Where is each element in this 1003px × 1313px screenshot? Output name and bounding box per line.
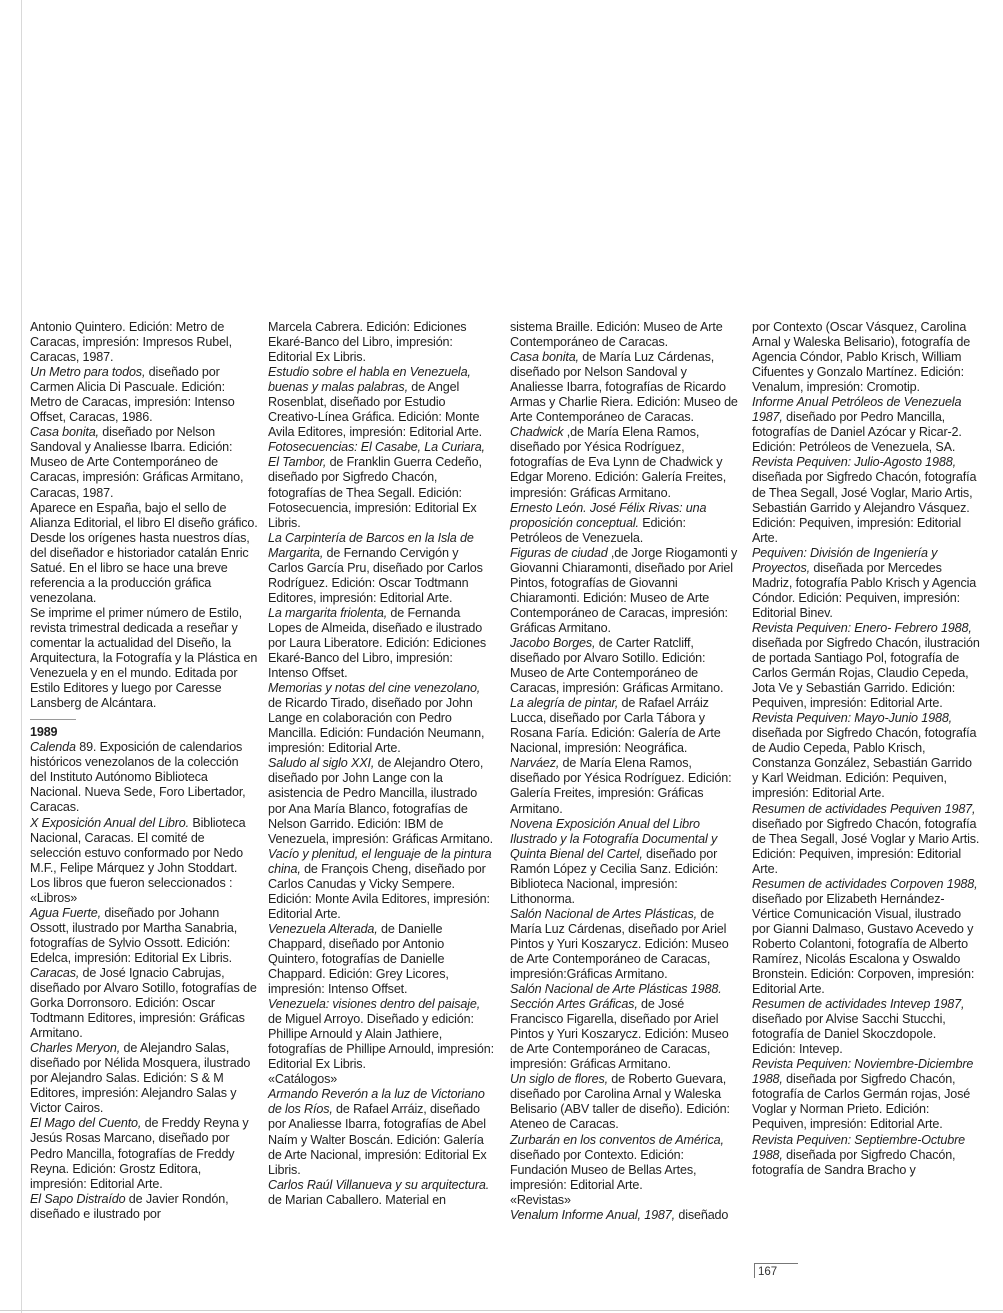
year-heading: 1989	[30, 725, 58, 740]
entry	[268, 1087, 496, 1177]
entry	[752, 621, 980, 711]
entry-title: Figuras de ciudad	[510, 545, 608, 560]
entry-title: Revista Pequiven: Septiembre-Octubre 1988,	[752, 1132, 965, 1162]
entry	[752, 997, 980, 1057]
entry-text: de Fernando Cervigón y Carlos García Pru, diseñado por Carlos Rodríguez. Edición: Oscar Todtmann Editores, impresión: Editorial Arte.	[268, 545, 483, 605]
entry-text: de Freddy Reyna y Jesús Rosas Marcano, diseñado por Pedro Mancilla, fotografías de Freddy Reyna. Edición: Grostz Editora, impresión: Editorial Arte.	[30, 1116, 249, 1191]
entry-text: diseñado por Elizabeth Hernández-Vértice Comunicación Visual, ilustrado por Gianni Dalmaso, Gustavo Acevedo y Roberto Colantoni, fotografía de Alberto Ramírez, Nicolás Escalona y Oswaldo Bronstein. Edición: Corpoven, impresión: Editorial Arte.	[752, 891, 975, 997]
entry-title: Charles Meryon,	[30, 1041, 121, 1056]
entry	[268, 1178, 496, 1208]
entry	[30, 1116, 258, 1191]
entry-text: de Javier Rondón, diseñado e ilustrado por	[30, 1191, 229, 1221]
entry-title: Chadwick	[510, 425, 564, 440]
entry-text: de Angel Rosenblat, diseñado por Estudio Creativo-Línea Gráfica. Edición: Monte Avila Editores, impresión: Editorial Arte.	[268, 380, 482, 440]
entry-title: Resumen de actividades Intevep 1987,	[752, 997, 965, 1012]
page-number: 167	[754, 1263, 798, 1278]
entry	[752, 395, 980, 455]
entry-text: de Alejandro Salas, diseñado por Nélida Mosquera, ilustrado por Alejandro Salas. Edición: S & M Editores, impresión: Alejandro Salas y Victor Cairos.	[30, 1041, 251, 1116]
entry-text: diseñado por Alvise Sacchi Stucchi, fotografía de Daniel Skoczdopole. Edición: Intevep.	[752, 1012, 946, 1057]
entry	[30, 816, 258, 891]
entry-text: Edición: Petróleos de Venezuela.	[510, 515, 686, 545]
entry	[510, 425, 738, 500]
entry	[510, 756, 738, 816]
entry	[510, 1072, 738, 1132]
entry-text: diseñada por Mercedes Madriz, fotografía Pablo Krisch y Agencia Cóndor. Edición: Pequiven, impresión: Editorial Binev.	[752, 560, 977, 620]
entry-text: Se imprime el primer número de Estilo, revista trimestral dedicada a reseñar y comentar la actualidad del Diseño, la Arquitectura, la Fotografía y la Plástica en Venezuela y en el mundo. Editada por Estilo Editores y luego por Caresse Lansberg de Alcántara.	[30, 605, 258, 711]
entry-title: Resumen de actividades Corpoven 1988,	[752, 876, 978, 891]
entry-title: Agua Fuerte,	[30, 905, 102, 920]
entry	[752, 546, 980, 621]
entry-text: diseñado por Ramón López y Cecilia Sanz. Edición: Biblioteca Nacional, impresión: Lithonorma.	[510, 846, 719, 906]
text-column-4	[752, 320, 980, 1178]
entry-title: Calenda	[30, 740, 76, 755]
entry	[510, 907, 738, 982]
entry-text: de François Cheng, diseñado por Carlos Canudas y Vicky Sempere. Edición: Monte Avila Editores, impresión: Editorial Arte.	[268, 861, 490, 921]
entry-text: diseñado por Carmen Alicia Di Pascuale. Edición: Metro de Caracas, impresión: Intenso Offset, Caracas, 1986.	[30, 365, 235, 425]
entry-text: Marcela Cabrera. Edición: Ediciones Ekaré-Banco del Libro, impresión: Editorial Ex Libris.	[268, 320, 467, 365]
entry-title: Revista Pequiven: Noviembre-Diciembre 1988,	[752, 1057, 974, 1087]
entry-text: de María Luz Cárdenas, diseñado por Ariel Pintos y Yuri Koszarycz. Edición: Museo de Arte Contemporáneo de Caracas, impresión:Gráficas Armitano.	[510, 906, 729, 982]
entry-title: Pequiven: División de Ingeniería y Proyectos,	[752, 545, 938, 575]
entry-title: Estudio sobre el habla en Venezuela, buenas y malas palabras,	[268, 365, 471, 395]
entry	[30, 966, 258, 1041]
entry-title: La margarita friolenta,	[268, 605, 388, 620]
entry	[752, 1133, 980, 1178]
entry-title: Carlos Raúl Villanueva y su arquitectura.	[268, 1177, 490, 1192]
entry	[510, 982, 738, 1072]
entry-text: de Rafael Arráiz, diseñado por Analiesse Ibarra, fotografías de Abel Naím y Walter Boscán. Edición: Galería de Arte Nacional, impresión: Editorial Ex Libris.	[268, 1102, 487, 1177]
entry-text: diseñada por Sigfredo Chacón, fotografía de Carlos Germán rojas, José Voglar y Norman Prieto. Edición: Pequiven, impresión: Editorial Arte.	[752, 1072, 971, 1132]
entry-title: Salón Nacional de Artes Plásticas,	[510, 906, 697, 921]
text-column-1	[30, 320, 258, 1222]
entry	[268, 756, 496, 846]
entry-title: Revista Pequiven: Mayo-Junio 1988,	[752, 711, 953, 726]
entry-title: Revista Pequiven: Enero- Febrero 1988,	[752, 620, 972, 635]
entry	[752, 802, 980, 877]
entry	[30, 1041, 258, 1116]
entry	[30, 906, 258, 966]
entry-title: Revista Pequiven: Julio-Agosto 1988,	[752, 455, 956, 470]
entry-text: ,de María Elena Ramos, diseñado por Yésica Rodríguez, fotografías de Eva Lynn de Chadwick y Edgar Moreno. Edición: Galería Freites, impresión: Gráficas Armitano.	[510, 425, 727, 500]
entry-text: Aparece en España, bajo el sello de Alianza Editorial, el libro El diseño gráfico. Desde los orígenes hasta nuestros días, del diseñador e historiador catalán Enric Satué. En el libro se hace una breve referencia a la producción gráfica venezolana.	[30, 500, 258, 605]
entry-title: Salón Nacional de Arte Plásticas 1988. Sección Artes Gráficas,	[510, 982, 722, 1012]
entry-text: ,de Jorge Riogamonti y Giovanni Chiaramonti, diseñado por Ariel Pintos, fotografías de Giovanni Chiaramonti. Edición: Museo de Arte Contemporáneo de Caracas, impresión: Gráficas Armitano.	[510, 545, 738, 635]
entry	[30, 501, 258, 606]
entry-text: diseñada por Sigfredo Chacón, fotografía de Audio Cepeda, Pablo Krisch, Constanza González, Sebastián Garrido y Karl Weidman. Edición: Pequiven, impresión: Editorial Arte.	[752, 726, 977, 801]
entry-text: «Revistas»	[510, 1192, 571, 1207]
entry	[510, 696, 738, 756]
entry	[268, 1072, 496, 1087]
entry	[510, 501, 738, 546]
entry-text: por Contexto (Oscar Vásquez, Carolina Arnal y Waleska Belisario), fotografía de Agencia Cóndor, Pablo Krisch, William Cifuentes y Gonzalo Martínez. Edición: Venalum, impresión: Cromotip.	[752, 320, 971, 395]
entry-title: Fotosecuencias: El Casabe, La Curiara, El Tambor,	[268, 440, 485, 470]
entry	[30, 320, 258, 365]
entry-title: Narváez,	[510, 756, 560, 771]
entry-title: Informe Anual Petróleos de Venezuela 1987,	[752, 395, 962, 425]
entry-text: «Libros»	[30, 890, 78, 905]
entry-text: diseñado por Sigfredo Chacón, fotografía de Thea Segall, José Voglar y Mario Artis. Edición: Pequiven, impresión: Editorial Arte.	[752, 816, 980, 876]
entry-title: Armando Reverón a la luz de Victoriano de los Ríos,	[268, 1087, 485, 1117]
entry-title: El Mago del Cuento,	[30, 1116, 142, 1131]
entry	[268, 997, 496, 1072]
entry-text: diseñado por Pedro Mancilla, fotografías de Daniel Azócar y Ricar-2. Edición: Petróleos de Venezuela, SA.	[752, 410, 962, 455]
entry-text: sistema Braille. Edición: Museo de Arte Contemporáneo de Caracas.	[510, 320, 723, 350]
entry-text: de María Luz Cárdenas, diseñado por Nelson Sandoval y Analiesse Ibarra, fotografías de Ricardo Armas y Charlie Riera. Edición: Museo de Arte Contemporáneo de Caracas.	[510, 350, 738, 425]
entry	[510, 350, 738, 425]
entry-text: diseñada por Sigfredo Chacón, ilustración de portada Santiago Pol, fotografía de Carlos Germán Rojas, Claudio Cepeda, Jota Ve y Sebastián Garrido. Edición: Pequiven, impresión: Editorial Arte.	[752, 635, 980, 711]
entry	[268, 681, 496, 756]
entry-title: Venezuela: visiones dentro del paisaje,	[268, 997, 481, 1012]
entry-title: Vacío y plenitud, el lenguaje de la pintura china,	[268, 846, 492, 876]
entry-text: de Alejandro Otero, diseñado por John Lange con la asistencia de Pedro Mancilla, ilustrado por Ana María Blanco, fotografías de Nelson Garrido. Edición: IBM de Venezuela, impresión: Gráficas Armitano.	[268, 756, 493, 846]
entry-text: de Carter Ratcliff, diseñado por Alvaro Sotillo. Edición: Museo de Arte Contemporáneo de Caracas, impresión: Gráficas Armitano.	[510, 635, 724, 696]
entry-title: Caracas,	[30, 965, 80, 980]
entry	[30, 365, 258, 425]
entry	[752, 455, 980, 545]
entry-text: de Franklin Guerra Cedeño, diseñado por Sigfredo Chacón, fotografías de Thea Segall. Edición: Fotosecuencia, impresión: Editorial Ex Libris.	[268, 455, 482, 530]
entry-title: Casa bonita,	[510, 350, 579, 365]
entry-text: Biblioteca Nacional, Caracas. El comité de selección estuvo conformado por Nedo M.F., Felipe Márquez y John Stoddart. Los libros que fueron seleccionados :	[30, 815, 246, 890]
entry-title: Casa bonita,	[30, 425, 99, 440]
entry-text: de Danielle Chappard, diseñado por Antonio Quintero, fotografías de Danielle Chappard. Edición: Grey Licores, impresión: Intenso Offset.	[268, 921, 449, 997]
entry-text: de Ricardo Tirado, diseñado por John Lange en colaboración con Pedro Mancilla. Edición: Fundación Neumann, impresión: Editorial Arte.	[268, 696, 485, 756]
entry	[510, 817, 738, 907]
entry	[510, 636, 738, 696]
entry-text: «Catálogos»	[268, 1072, 338, 1087]
entry-text: diseñado por Nelson Sandoval y Analiesse Ibarra. Edición: Museo de Arte Contemporáneo de Caracas, impresión: Gráficas Armitano, Caracas, 1987.	[30, 425, 244, 500]
entry-text: de María Elena Ramos, diseñado por Yésica Rodríguez. Edición: Galería Freites, impresión: Gráficas Armitano.	[510, 756, 732, 816]
entry-title: El Sapo Distraído	[30, 1191, 126, 1206]
entry	[268, 847, 496, 922]
bottom-rule	[0, 1310, 1003, 1311]
entry-title: Ernesto León. José Félix Rivas: una proposición conceptual.	[510, 500, 707, 530]
entry	[752, 711, 980, 801]
entry-title: Saludo al siglo XXI,	[268, 756, 375, 771]
entry-text: diseñado por Contexto. Edición: Fundación Museo de Bellas Artes, impresión: Editorial Arte.	[510, 1147, 697, 1192]
entry-text: diseñado	[675, 1207, 729, 1222]
entry-title: Novena Exposición Anual del Libro Ilustrado y la Fotografía Documental y Quinta Bienal del Cartel,	[510, 816, 718, 861]
entry	[30, 1192, 258, 1222]
entry-title: Un Metro para todos,	[30, 365, 146, 380]
entry	[268, 365, 496, 440]
entry-title: X Exposición Anual del Libro.	[30, 815, 189, 830]
entry	[268, 440, 496, 530]
entry-title: Venezuela Alterada,	[268, 921, 378, 936]
entry	[510, 1133, 738, 1193]
entry-title: Zurbarán en los conventos de América,	[510, 1132, 724, 1147]
entry	[752, 320, 980, 395]
entry-text: de Marian Caballero. Material en	[268, 1192, 446, 1207]
entry	[510, 546, 738, 636]
entry-text: diseñada por Sigfredo Chacón, fotografía de Thea Segall, José Voglar, Mario Artis, Sebastián Garrido y Alejandro Vásquez. Edición: Pequiven, impresión: Editorial Arte.	[752, 470, 977, 545]
entry	[752, 1057, 980, 1132]
entry-title: La Carpintería de Barcos en la Isla de Margarita,	[268, 530, 474, 560]
entry-title: Un siglo de flores,	[510, 1072, 608, 1087]
entry-text: diseñado por Johann Ossott, ilustrado por Martha Sanabria, fotografías de Sylvio Ossott. Edición: Edelca, impresión: Editorial Ex Libris.	[30, 905, 238, 965]
entry	[268, 531, 496, 606]
page-fold-line	[21, 0, 22, 1313]
entry-title: La alegría de pintar,	[510, 696, 619, 711]
entry-title: Venalum Informe Anual, 1987,	[510, 1207, 675, 1222]
entry-title: Memorias y notas del cine venezolano,	[268, 681, 481, 696]
entry-text: Antonio Quintero. Edición: Metro de Caracas, impresión: Impresos Rubel, Caracas, 1987.	[30, 320, 232, 365]
entry-text: de Rafael Arráiz Lucca, diseñado por Carla Tábora y Rosana Faría. Edición: Galería de Arte Nacional, impresión: Neográfica.	[510, 696, 721, 756]
entry	[268, 922, 496, 997]
entry-title: Resumen de actividades Pequiven 1987,	[752, 801, 976, 816]
entry-text: diseñada por Sigfredo Chacón, fotografía de Sandra Bracho y	[752, 1147, 956, 1177]
entry	[268, 606, 496, 681]
entry	[510, 1193, 738, 1208]
entry-title: Jacobo Borges,	[510, 635, 596, 650]
entry-text: de Roberto Guevara, diseñado por Carolina Arnal y Waleska Belisario (ABV taller de diseño). Edición: Ateneo de Caracas.	[510, 1072, 730, 1132]
entry	[510, 1208, 738, 1223]
text-column-3	[510, 320, 738, 1223]
text-column-2	[268, 320, 496, 1208]
entry-text: de Miguel Arroyo. Diseñado y edición: Phillipe Arnould y Alain Jathiere, fotografías de Phillipe Arnould, impresión: Editorial Ex Libris.	[268, 1012, 494, 1072]
entry	[30, 740, 258, 815]
entry-text: de José Francisco Figarella, diseñado por Ariel Pintos y Yuri Koszarycz. Edición: Museo de Arte Contemporáneo de Caracas, impresión: Gráficas Armitano.	[510, 997, 729, 1072]
entry	[268, 320, 496, 365]
entry	[510, 320, 738, 350]
entry	[30, 425, 258, 500]
entry-text: de José Ignacio Cabrujas, diseñado por Alvaro Sotillo, fotografías de Gorka Dorronsoro. Edición: Oscar Todtmann Editores, impresión: Gráficas Armitano.	[30, 965, 257, 1041]
entry-text: de Fernanda Lopes de Almeida, diseñado e ilustrado por Laura Liberatore. Edición: Ediciones Ekaré-Banco del Libro, impresión: Intenso Offset.	[268, 605, 487, 681]
entry	[30, 891, 258, 906]
entry	[752, 877, 980, 997]
entry	[30, 606, 258, 711]
entry-text: 89. Exposición de calendarios históricos venezolanos de la colección del Instituto Autónomo Biblioteca Nacional. Nueva Sede, Foro Libertador, Caracas.	[30, 740, 246, 815]
year-rule	[30, 719, 76, 720]
